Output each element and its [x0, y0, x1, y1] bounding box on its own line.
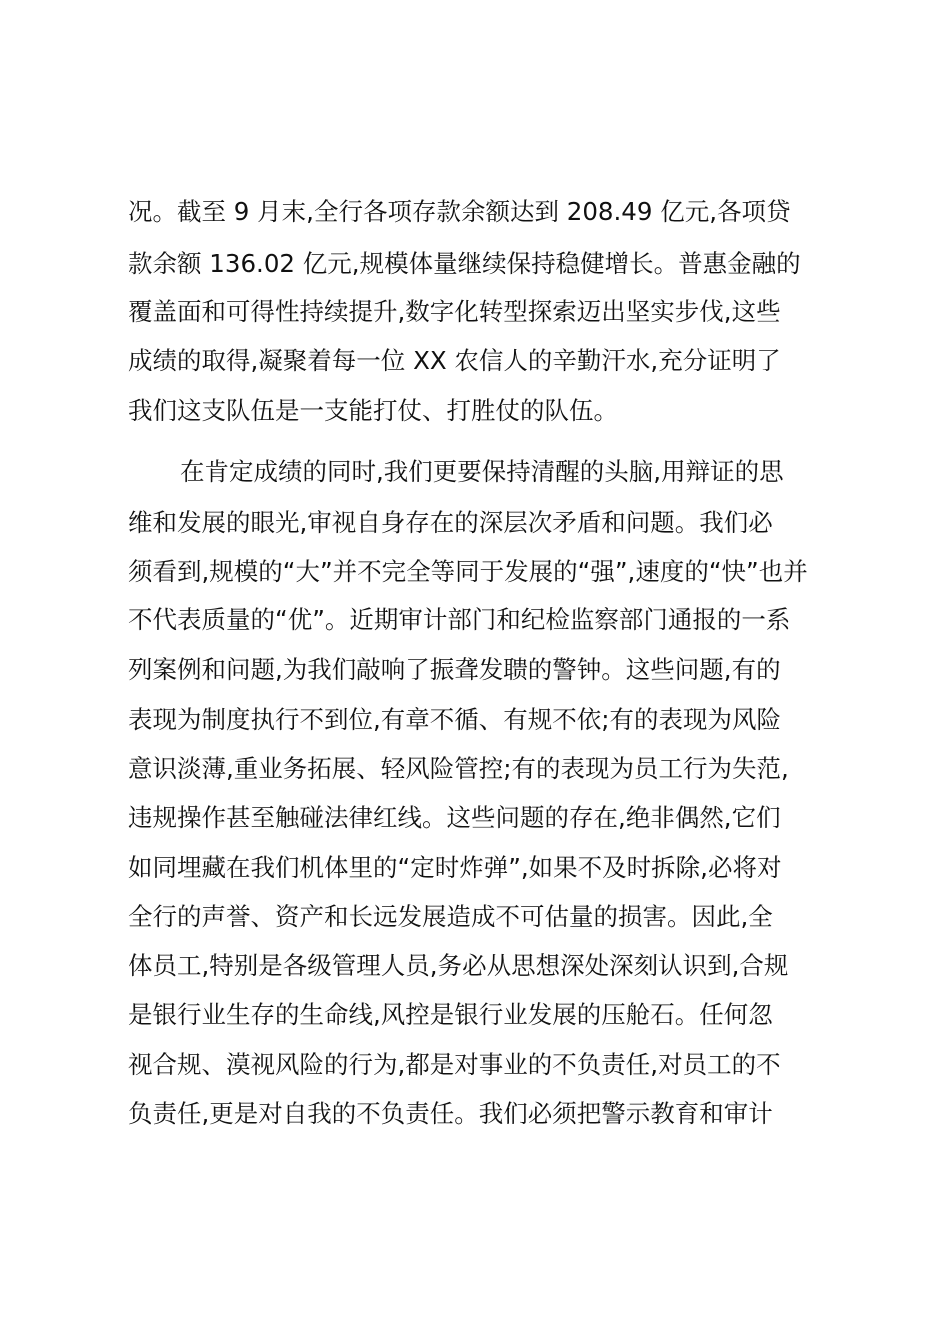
paragraph-line: 如同埋藏在我们机体里的“定时炸弹”,如果不及时拆除,必将对 [128, 853, 782, 882]
paragraph-line: 成绩的取得,凝聚着每一位 XX 农信人的辛勤汗水,充分证明了 [128, 346, 781, 375]
paragraph-line: 负责任,更是对自我的不负责任。我们必须把警示教育和审计 [128, 1099, 773, 1128]
paragraph-line: 款余额 136.02 亿元,规模体量继续保持稳健增长。普惠金融的 [128, 249, 801, 278]
paragraph-line: 意识淡薄,重业务拓展、轻风险管控;有的表现为员工行为失范, [128, 754, 789, 783]
paragraph-line: 覆盖面和可得性持续提升,数字化转型探索迈出坚实步伐,这些 [128, 297, 781, 326]
paragraph-line: 体员工,特别是各级管理人员,务必从思想深处深刻认识到,合规 [128, 951, 789, 980]
paragraph-line: 维和发展的眼光,审视自身存在的深层次矛盾和问题。我们必 [128, 508, 773, 537]
paragraph-line: 是银行业生存的生命线,风控是银行业发展的压舱石。任何忽 [128, 1000, 773, 1029]
paragraph-line: 须看到,规模的“大”并不完全等同于发展的“强”,速度的“快”也并 [128, 557, 808, 586]
paragraph-line: 表现为制度执行不到位,有章不循、有规不依;有的表现为风险 [128, 705, 782, 734]
paragraph-line: 全行的声誉、资产和长远发展造成不可估量的损害。因此,全 [128, 902, 773, 931]
paragraph-line: 视合规、漠视风险的行为,都是对事业的不负责任,对员工的不 [128, 1050, 781, 1079]
paragraph-line: 违规操作甚至触碰法律红线。这些问题的存在,绝非偶然,它们 [128, 803, 781, 832]
paragraph-line: 我们这支队伍是一支能打仗、打胜仗的队伍。 [128, 396, 618, 425]
paragraph-line: 列案例和问题,为我们敲响了振聋发聩的警钟。这些问题,有的 [128, 655, 781, 684]
paragraph-line-indented: 在肯定成绩的同时,我们更要保持清醒的头脑,用辩证的思 [180, 457, 784, 486]
paragraph-line: 不代表质量的“优”。近期审计部门和纪检监察部门通报的一系 [128, 605, 791, 634]
paragraph-line: 况。截至 9 月末,全行各项存款余额达到 208.49 亿元,各项贷 [128, 197, 791, 226]
